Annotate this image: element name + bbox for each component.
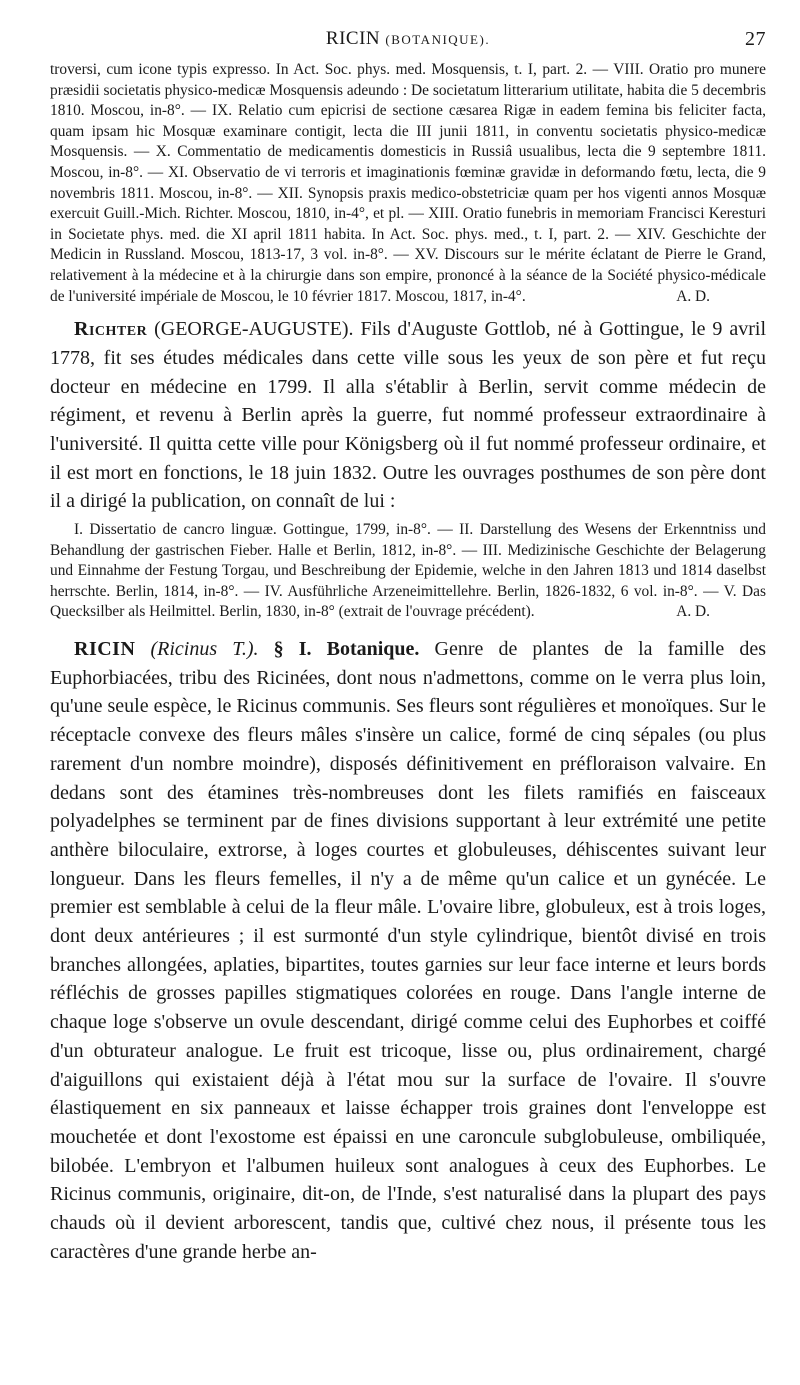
entry-body: Richter (GEORGE-AUGUSTE). Fils d'Auguste Gottlob, né à Gottingue, le 9 avril 1778, fit ses études médicales dans cette ville sous les yeux de son père et fut reçu docteur en médecine en 1799. Il alla s'établir à Berlin, servit comme médecin de régiment, et revenu à Berlin après la guerre, fut nommé professeur extraordinaire à l'université. Il quitta cette ville pour Königsberg où il fut nommé professeur ordinaire, et il est mort en fonctions, le 18 juin 1832. Outre les ouvrages posthumes de son père dont il a dirigé la publication, on connaît de lui : bbox=[50, 318, 767, 513]
entry-headword: Richter bbox=[74, 318, 148, 341]
running-title-qualifier: (BOTANIQUE). bbox=[385, 32, 491, 47]
bibliography-text: troversi, cum icone typis expresso. In Act. Soc. phys. med. Mosquensis, t. I, part. 2. — VIII. Oratio pro munere præsidii societatis physico-medicæ Mosquensis adeundo : De societatum litterarium utilitate, habita die 5 decembris 1810. Moscou, in-8°. — IX. Relatio cum epicrisi de sectione cæsarea Rigæ in eadem femina bis feliciter facta, quam ipsam hic Mosquæ examinare contigit, lecta die III junii 1811, in conventu societatis physico-medicæ Mosquensis. — X. Commentatio de medicamentis domesticis in Russiâ usualibus, lecta die 9 septembre 1811. Moscou, in-8°. — XI. Observatio de vi terroris et imaginationis fœminæ gravidæ in deformando fœtu, lecta, die 9 novembris 1811. Moscou, in-8°. — XII. Synopsis praxis medico-obstetriciæ quam per hos vigenti annos Mosquæ exercuit Guill.-Mich. Richter. Moscou, 1810, in-4°, et pl. — XIII. Oratio funebris in memoriam Francisci Keresturi in Societate phys. med. die XI april 1811 habita. In Act. Soc. phys. med., t. I, part. 2. — XIV. Geschichte der Medicin in Russland. Moscou, 1813-17, 3 vol. in-8°. — XV. Discours sur le mérite éclatant de Pierre le Grand, relativement à la médecine et à la chirurgie dans son empire, prononcé à la séance de la Société physico-médicale de l'université impériale de Moscou, le 10 février 1817. Moscou, 1817, in-4°. A. D. bbox=[50, 60, 766, 307]
page-number: 27 bbox=[745, 28, 766, 50]
running-title bbox=[50, 28, 766, 50]
entry-body: RICIN (Ricinus T.). § I. Botanique. Genre de plantes de la famille des Euphorbiacées, tribu des Ricinées, dont nous n'admettons, comme on le verra plus loin, qu'une seule espèce, le Ricinus communis. Ses fleurs sont régulières et monoïques. Sur le réceptacle convexe des fleurs mâles s'insère un calice, formé de cinq sépales (ou plus rarement d'un nombre moindre), disposés définitivement en préfloraison valvaire. En dedans sont des étamines très-nombreuses dont les filets ramifiés en faisceaux polyadelphes se terminent par de fines divisions supportant à leur extrémité une petite anthère biloculaire, extrorse, à loges courtes et globuleuses, déhiscentes suivant leur longueur. Dans les fleurs femelles, il n'y a de même qu'un calice et un gynécée. Le premier est semblable à celui de la fleur mâle. L'ovaire libre, globuleux, est à trois loges, dont deux antérieures ; il est surmonté d'un style cylindrique, bientôt divisé en trois branches allongées, aplaties, bipartites, toutes garnies sur leur face interne et leurs bords réfléchis de grosses papilles stigmatiques colorées en rouge. Dans l'angle interne de chaque loge s'observe un ovule descendant, dirigé comme celui des Euphorbes et coiffé d'un obturateur analogue. Le fruit est tricoque, lisse ou, plus ordinairement, chargé d'aiguillons qui existaient déjà à l'état mou sur la surface de l'ovaire. Il s'ouvre élastiquement en six panneaux et laisse échapper trois graines dont l'enveloppe est mouchetée et dont l'exostome est épaissi en une caroncule subglobuleuse, ombiliquée, bilobée. L'embryon et l'albumen huileux sont analogues à ceux des Euphorbes. Le Ricinus communis, originaire, dit-on, de l'Inde, s'est naturalisé dans la plupart des pays chauds où il devient arborescent, tandis que, cultivé chez nous, il présente tous les caractères d'une grande herbe an- bbox=[50, 638, 767, 1263]
works-text: I. Dissertatio de cancro linguæ. Gottingue, 1799, in-8°. — II. Darstellung des Wesens der Erkenntniss und Behandlung der gastrischen Fieber. Halle et Berlin, 1812, in-8°. — III. Medizinische Geschichte der Belagerung und Einnahme der Festung Torgau, und Beschreibung der Epidemie, welche in den Jahren 1813 und 1814 daselbst herrschte. Berlin, 1814, in-8°. — IV. Ausführliche Arzeneimittellehre. Berlin, 1826-1832, 6 vol. in-8°. — V. Das Quecksilber als Heilmittel. Berlin, 1830, in-8° (extrait de l'ouvrage précédent). A. D. bbox=[50, 520, 766, 623]
section-heading: § I. Botanique. bbox=[273, 638, 420, 661]
entry-forenames: (GEORGE-AUGUSTE). bbox=[154, 318, 354, 341]
author-signature: A. D. bbox=[676, 287, 710, 305]
entry-richter-george-auguste bbox=[50, 315, 766, 623]
entry-headword: RICIN bbox=[74, 638, 136, 661]
running-head bbox=[50, 28, 766, 58]
running-title-main: RICIN bbox=[325, 28, 381, 49]
entry-works bbox=[50, 520, 766, 623]
document-page bbox=[50, 28, 766, 1266]
entry-ricin bbox=[50, 635, 766, 1266]
richter-works-continued bbox=[50, 60, 766, 307]
entry-taxon-author: (Ricinus T.). bbox=[150, 638, 259, 661]
author-signature: A. D. bbox=[676, 603, 710, 621]
